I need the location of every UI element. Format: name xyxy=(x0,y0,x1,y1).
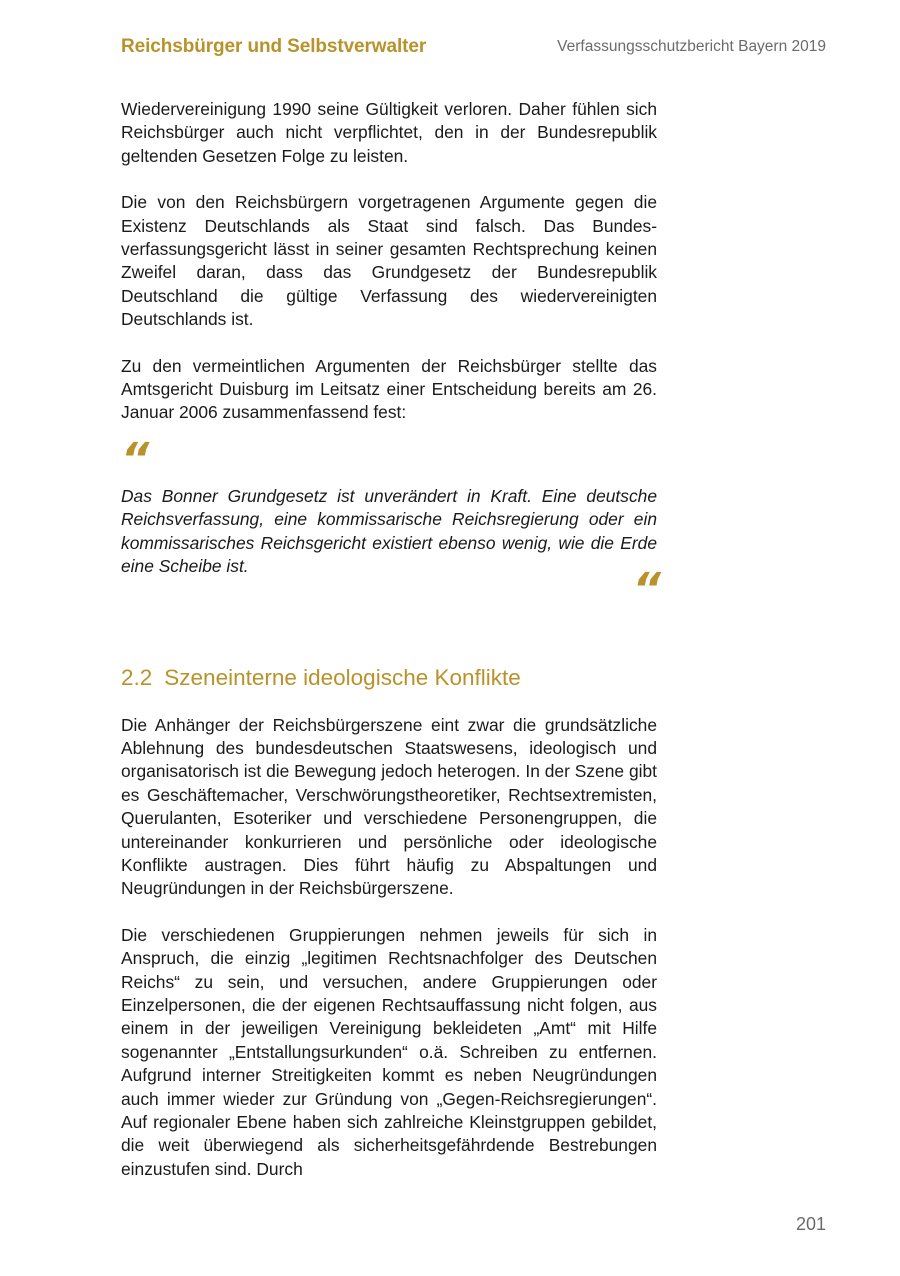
quote-open-mark: “ xyxy=(121,433,144,485)
running-header-chapter: Reichsbürger und Selbstverwalter xyxy=(121,36,427,57)
section-heading xyxy=(121,663,657,693)
section-paragraph-2: Die verschiedenen Gruppierungen nehmen jeweils für sich in Anspruch, die einzig „legitimen Rechtsnachfolger des Deutschen Reichs“ zu sein, und versuchen, andere Gruppierungen oder Einzelpersonen, die der eigenen Rechtsauffassung nicht folgen, aus einem in der jeweiligen Vereinigung bekleideten „Amt“ mit Hilfe sogenannter „Entstallungsurkunden“ o.ä. Schreiben zu entfernen. Aufgrund interner Streitigkeiten kommt es neben Neugründungen auch immer wieder zur Gründung von „Gegen-Reichsregierungen“. Auf regionaler Ebene haben sich zahlreiche Kleinstgruppen gebildet, die weit überwiegend als sicherheitsgefährdende Bestrebungen einzustufen sind. Durch xyxy=(121,924,657,1179)
paragraph-2: Die von den Reichsbürgern vorgetragenen Argumente gegen die Existenz Deutschlands als Staat sind falsch. Das Bundesverfassungsgericht lässt in seiner gesamten Rechtsprechung keinen Zweifel daran, dass das Grundgesetz der Bundesrepublik Deutschland die gültige Verfassung des wiedervereinigten Deutschlands ist. xyxy=(121,192,657,330)
running-header-report: Verfassungsschutzbericht Bayern 2019 xyxy=(557,38,826,55)
section-number: 2.2 xyxy=(121,664,153,690)
paragraph-3: Zu den vermeintlichen Argumenten der Reichsbürger stellte das Amtsgericht Duisburg im Leitsatz einer Entscheidung bereits am 26. Januar 2006 zusammenfassend fest: xyxy=(121,355,657,423)
block-quote: Das Bonner Grundgesetz ist unverändert in Kraft. Eine deutsche Reichsverfassung, eine kommissarische Reichsregierung oder ein kommissarisches Reichsgericht existiert ebenso wenig, wie die Erde eine Scheibe ist. xyxy=(121,485,657,577)
section-title: Szeneinterne ideologische Konflikte xyxy=(164,664,521,690)
quote-close-mark: “ xyxy=(632,563,655,615)
page-number: 201 xyxy=(795,1214,826,1234)
page-content xyxy=(121,98,657,1181)
paragraph-1: Wiedervereinigung 1990 seine Gültigkeit verloren. Daher fühlen sich Reichsbürger auch nicht verpflichtet, den in der Bundesrepublik geltenden Gesetzen Folge zu leisten. xyxy=(121,99,657,166)
section-paragraph-1: Die Anhänger der Reichsbürgerszene eint zwar die grundsätzliche Ablehnung des bundesdeutschen Staatswesens, ideologisch und organisatorisch ist die Bewegung jedoch heterogen. In der Szene gibt es Geschäftemacher, Verschwörungstheoretiker, Rechtsextremisten, Querulanten, Esoteriker und verschiedene Personengruppen, die untereinander konkurrieren und persönliche oder ideologische Konflikte austragen. Dies führt häufig zu Abspaltungen und Neugründungen in der Reichsbürgerszene. xyxy=(121,714,657,899)
